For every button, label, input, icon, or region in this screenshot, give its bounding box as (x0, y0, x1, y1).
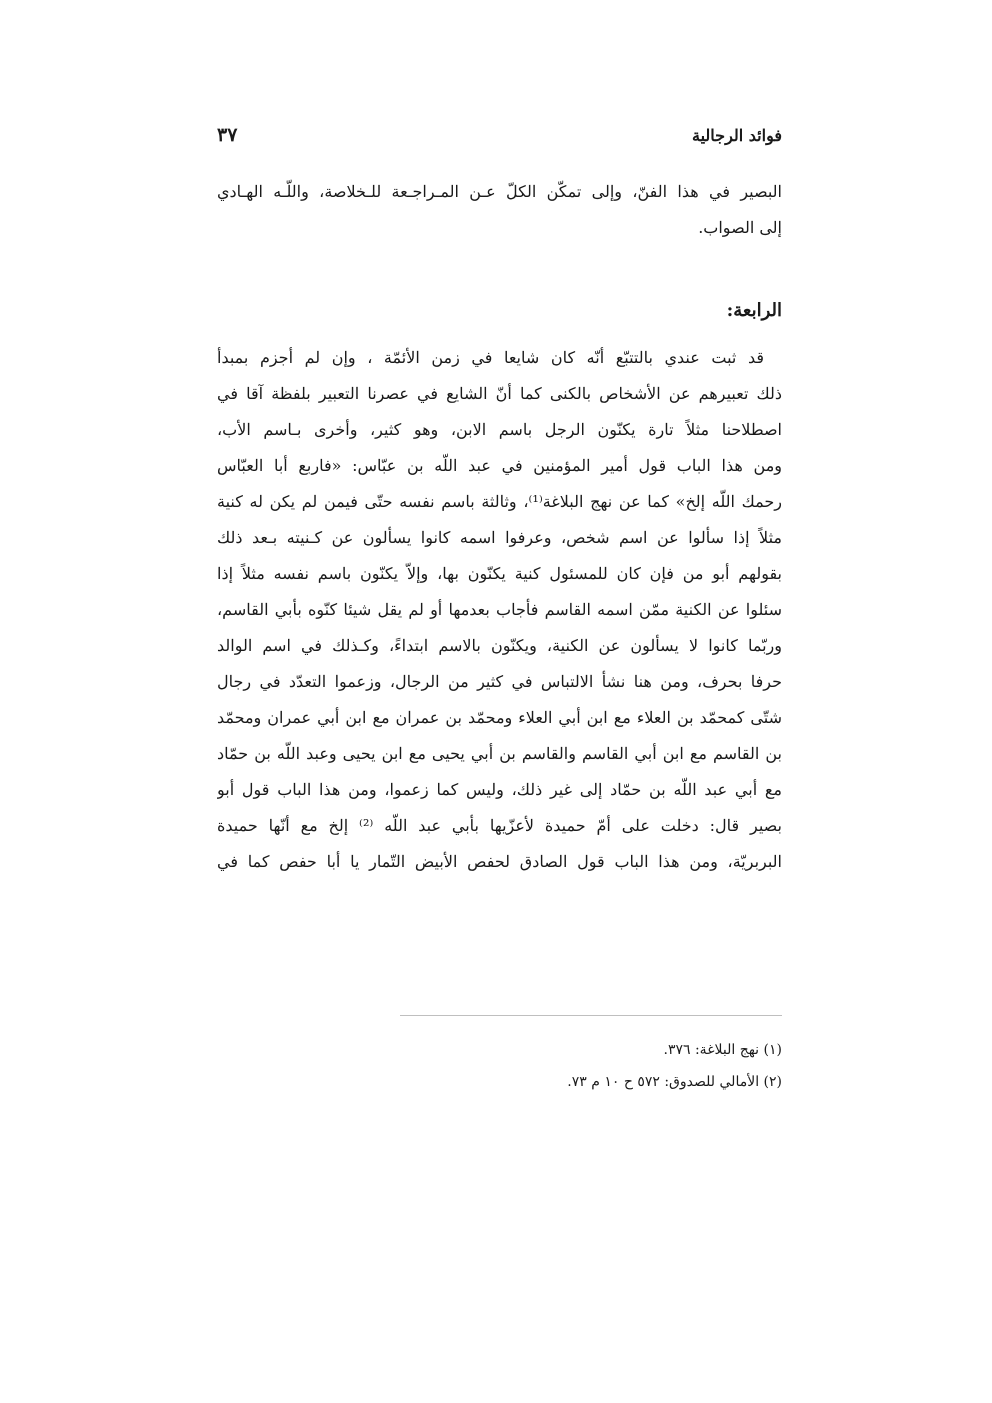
page-number: ٣٧ (217, 124, 238, 146)
text-line: اصطلاحنا مثلاً تارة يكنّون الرجل باسم الابن، وهو كثير، وأخرى بـاسم الأب، (217, 420, 782, 439)
body-paragraph (217, 340, 782, 880)
text-line: إلى الصواب. (698, 218, 782, 237)
running-title: فوائد الرجالية (692, 126, 782, 145)
text-line: بصير قال: دخلت على أمّ حميدة لأعزّيها بأبي عبد اللّه ⁽²⁾ إلخ مع أنّها حميدة (217, 816, 782, 835)
text-line: البصير في هذا الفنّ، وإلى تمكّن الكلّ عـن المـراجـعة للـخلاصة، واللّـه الهـادي (217, 182, 782, 201)
intro-paragraph (217, 174, 782, 246)
footnotes (567, 1034, 782, 1098)
text-line: ذلك تعبيرهم عن الأشخاص بالكنى كما أنّ الشايع في عصرنا التعبير بلفظة آقا في (217, 384, 782, 403)
footnote: (١) نهج البلاغة: ٣٧٦. (663, 1042, 782, 1058)
text-line: مع أبي عبد اللّه بن حمّاد إلى غير ذلك، وليس كما زعموا، ومن هذا الباب قول أبو (217, 780, 782, 799)
text-line: شتّى كمحمّد بن العلاء مع ابن أبي العلاء ومحمّد بن عمران مع ابن أبي عمران ومحمّد (217, 708, 782, 727)
text-line: رحمك اللّه إلخ» كما عن نهج البلاغة⁽¹⁾، وثالثة باسم نفسه حتّى فيمن لم يكن له كنية (217, 492, 782, 511)
text-line: وربّما كانوا لا يسألون عن الكنية، ويكنّون بالاسم ابتداءً، وكـذلك في اسم الوالد (217, 636, 782, 655)
page-header (217, 122, 782, 154)
text-line: سئلوا عن الكنية ممّن اسمه القاسم فأجاب بعدمها أو لم يقل شيئا كنّوه بأبي القاسم، (217, 600, 782, 619)
text-line: البربريّة، ومن هذا الباب قول الصادق لحفص الأبيض التّمار يا أبا حفص كما في (217, 852, 782, 871)
text-line: مثلاً إذا سألوا عن اسم شخص، وعرفوا اسمه كانوا يسألون عن كـنيته بـعد ذلك (217, 528, 782, 547)
footnote-divider (400, 1015, 782, 1016)
section-heading: الرابعة: (726, 300, 782, 321)
text-line: قد ثبت عندي بالتتبّع أنّه كان شايعا في زمن الأئمّة ، وإن لم أجزم بمبدأ (217, 348, 764, 367)
text-line: حرفا بحرف، ومن هنا نشأ الالتباس في كثير من الرجال، وزعموا التعدّد في رجال (217, 672, 782, 691)
text-line: بقولهم أبو من فإن كان للمسئول كنية يكنّون بها، وإلاّ يكنّون باسم نفسه مثلاً إذا (217, 564, 782, 583)
text-line: بن القاسم مع ابن أبي القاسم والقاسم بن أبي يحيى مع ابن يحيى وعبد اللّه بن حمّاد (217, 744, 782, 763)
footnote: (٢) الأمالي للصدوق: ٥٧٢ ح ١٠ م ٧٣. (567, 1074, 782, 1090)
text-line: ومن هذا الباب قول أمير المؤمنين في عبد اللّه بن عبّاس: «فاربع أبا العبّاس (217, 456, 782, 475)
